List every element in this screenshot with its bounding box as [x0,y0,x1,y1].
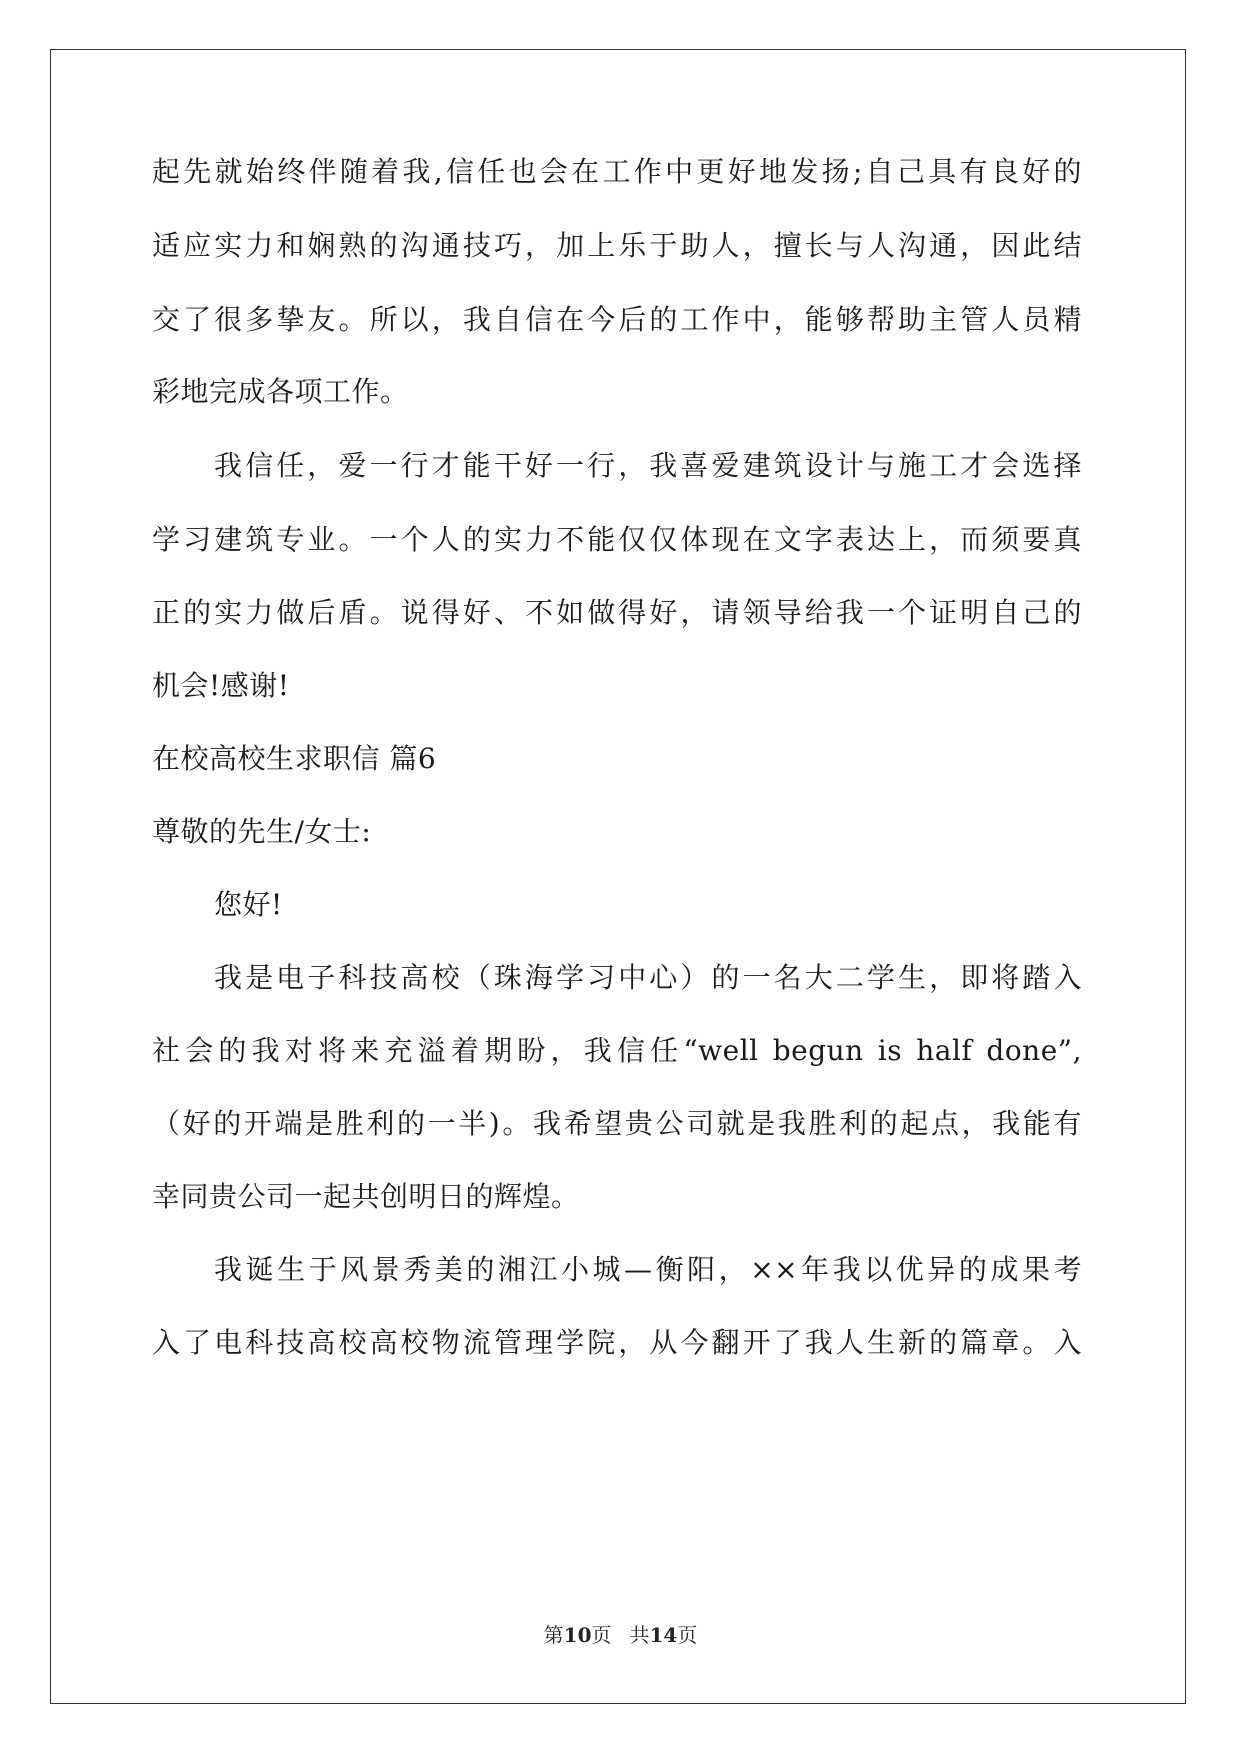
body-text-line: 学习建筑专业。一个人的实力不能仅仅体现在文字表达上，而须要真 [152,523,1082,556]
paragraph-first-line: 我信任，爱一行才能干好一行，我喜爱建筑设计与施工才会选择 [214,449,1082,482]
body-text-line: 幸同贵公司一起共创明日的辉煌。 [152,1180,580,1213]
greeting: 您好! [214,888,283,921]
salutation: 尊敬的先生/女士: [152,815,372,848]
total-prefix: 共 [629,1623,650,1647]
page-border [50,49,1186,1704]
body-text-line: 社会的我对将来充溢着期盼，我信任“well begun is half done”, [152,1034,1082,1067]
page-footer [0,1623,1241,1647]
total-suffix: 页 [677,1623,698,1647]
body-text-line: 适应实力和娴熟的沟通技巧，加上乐于助人，擅长与人沟通，因此结 [152,229,1082,262]
page-current-number: 10 [563,1623,592,1647]
body-text-line: 起先就始终伴随着我,信任也会在工作中更好地发扬;自己具有良好的 [152,155,1082,188]
paragraph-first-line: 我是电子科技高校（珠海学习中心）的一名大二学生，即将踏入 [214,961,1082,994]
body-text-line: 正的实力做后盾。说得好、不如做得好，请领导给我一个证明自己的 [152,596,1082,629]
body-text-line: （好的开端是胜利的一半)。我希望贵公司就是我胜利的起点，我能有 [152,1107,1082,1140]
body-text-line: 彩地完成各项工作。 [152,375,409,408]
body-text-line: 入了电科技高校高校物流管理学院，从今翻开了我人生新的篇章。入 [152,1326,1082,1359]
page-total-number: 14 [649,1623,678,1647]
page-mid: 页 [591,1623,612,1647]
body-text-line: 交了很多挚友。所以，我自信在今后的工作中，能够帮助主管人员精 [152,303,1082,336]
page-prefix: 第 [543,1623,564,1647]
body-text-line: 机会!感谢! [152,669,290,702]
paragraph-first-line: 我诞生于风景秀美的湘江小城—衡阳，××年我以优异的成果考 [214,1253,1082,1286]
section-heading: 在校高校生求职信 篇6 [152,742,437,775]
